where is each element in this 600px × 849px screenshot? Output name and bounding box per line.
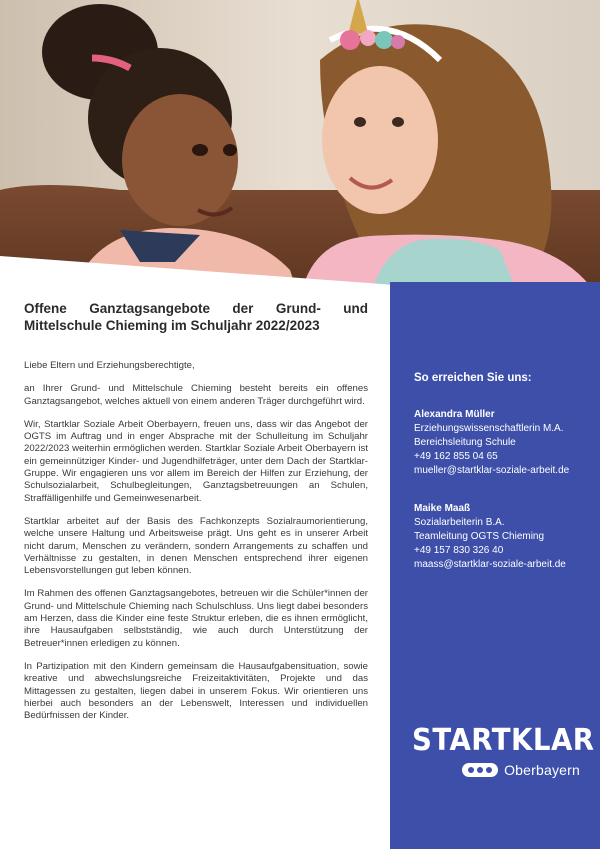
logo-wordmark: STARTKLAR <box>412 723 595 758</box>
logo-dots-icon <box>462 763 498 777</box>
contact-heading: So erreichen Sie uns: <box>414 372 532 384</box>
document-title: Offene Ganztagsangebote der Grund- und Mittelschule Chieming im Schuljahr 2022/2023 <box>24 301 368 333</box>
children-photo-illustration <box>0 0 600 300</box>
paragraph: Im Rahmen des offenen Ganztagsangebotes, betreuen wir die Schüler*innen der Grund- und Mittelschule Chieming nach Schulschluss. Uns liegt dabei besonders am Herzen, dass die Kinder eine feste Struktur erleben, die es ihnen ermöglicht, ihre Hausaufgaben selbstständig, wie auch durch Unterstützung der Betreuer*innen erledigen zu können. <box>24 588 368 649</box>
paragraph: Startklar arbeitet auf der Basis des Fachkonzepts Sozialraumorientierung, welche unsere Haltung und Arbeitsweise prägt. Uns geht es in unserer Arbeit nicht darum, Menschen zu verändern, sondern Arrangements zu schaffen und Verhältnisse zu gestalten, in denen Menschen entsprechend ihrer eigenen Lebensvorstellungen gut leben können. <box>24 515 368 577</box>
paragraph: In Partizipation mit den Kindern gemeinsam die Hausaufgabensituation, sowie kreative und abwechslungsreiche Freizeitaktivitäten, Projekte und das Mittagessen zu gestalten, liegen dabei in unserem Fokus. Wir orientieren uns hierbei auch besonders an der Lebenswelt, Interessen und individuellen Bedürfnissen der Kinder. <box>24 660 368 722</box>
contact-card <box>414 502 590 572</box>
contact-name: Maike Maaß <box>414 503 471 514</box>
contact-card <box>414 408 590 478</box>
contact-phone[interactable]: +49 162 855 04 65 <box>414 451 498 462</box>
startklar-logo <box>412 723 595 778</box>
document-body <box>24 300 368 733</box>
contact-email[interactable]: maass@startklar-soziale-arbeit.de <box>414 559 566 570</box>
contact-position: Teamleitung OGTS Chieming <box>414 531 545 542</box>
logo-subline <box>412 762 580 778</box>
contact-name: Alexandra Müller <box>414 409 495 420</box>
paragraph: Wir, Startklar Soziale Arbeit Oberbayern, freuen uns, dass wir das Angebot der OGTS im Auftrag und in enger Absprache mit der Schulleitung im Schuljahr 2022/2023 weiterhin ermöglichen werden. Startklar Soziale Arbeit Oberbayern ist ein gemeinnütziger Kinder- und Jugendhilfeträger, unter dem Dach der Startklar-Gruppe. Wir engagieren uns vor allem im Bereich der Hilfen zur Erziehung, der Schulsozialarbeit, Schulbegleitungen, Ganztagsbetreuungen an Schulen, Straffälligenhilfe und Gemeinwesenarbeit. <box>24 418 368 504</box>
header-photo <box>0 0 600 300</box>
contact-email[interactable]: mueller@startklar-soziale-arbeit.de <box>414 465 570 476</box>
contact-position: Bereichsleitung Schule <box>414 437 516 448</box>
contact-phone[interactable]: +49 157 830 326 40 <box>414 545 504 556</box>
contact-role: Sozialarbeiterin B.A. <box>414 517 505 528</box>
contact-role: Erziehungswissenschaftlerin M.A. <box>414 423 564 434</box>
contact-panel <box>414 372 590 596</box>
paragraph-greeting: Liebe Eltern und Erziehungsberechtigte, <box>24 360 195 371</box>
paragraph: an Ihrer Grund- und Mittelschule Chieming besteht bereits ein offenes Ganztagsangebot, welches aktuell von einem anderen Träger durchgeführt wird. <box>24 383 368 407</box>
logo-subtitle: Oberbayern <box>504 762 580 778</box>
